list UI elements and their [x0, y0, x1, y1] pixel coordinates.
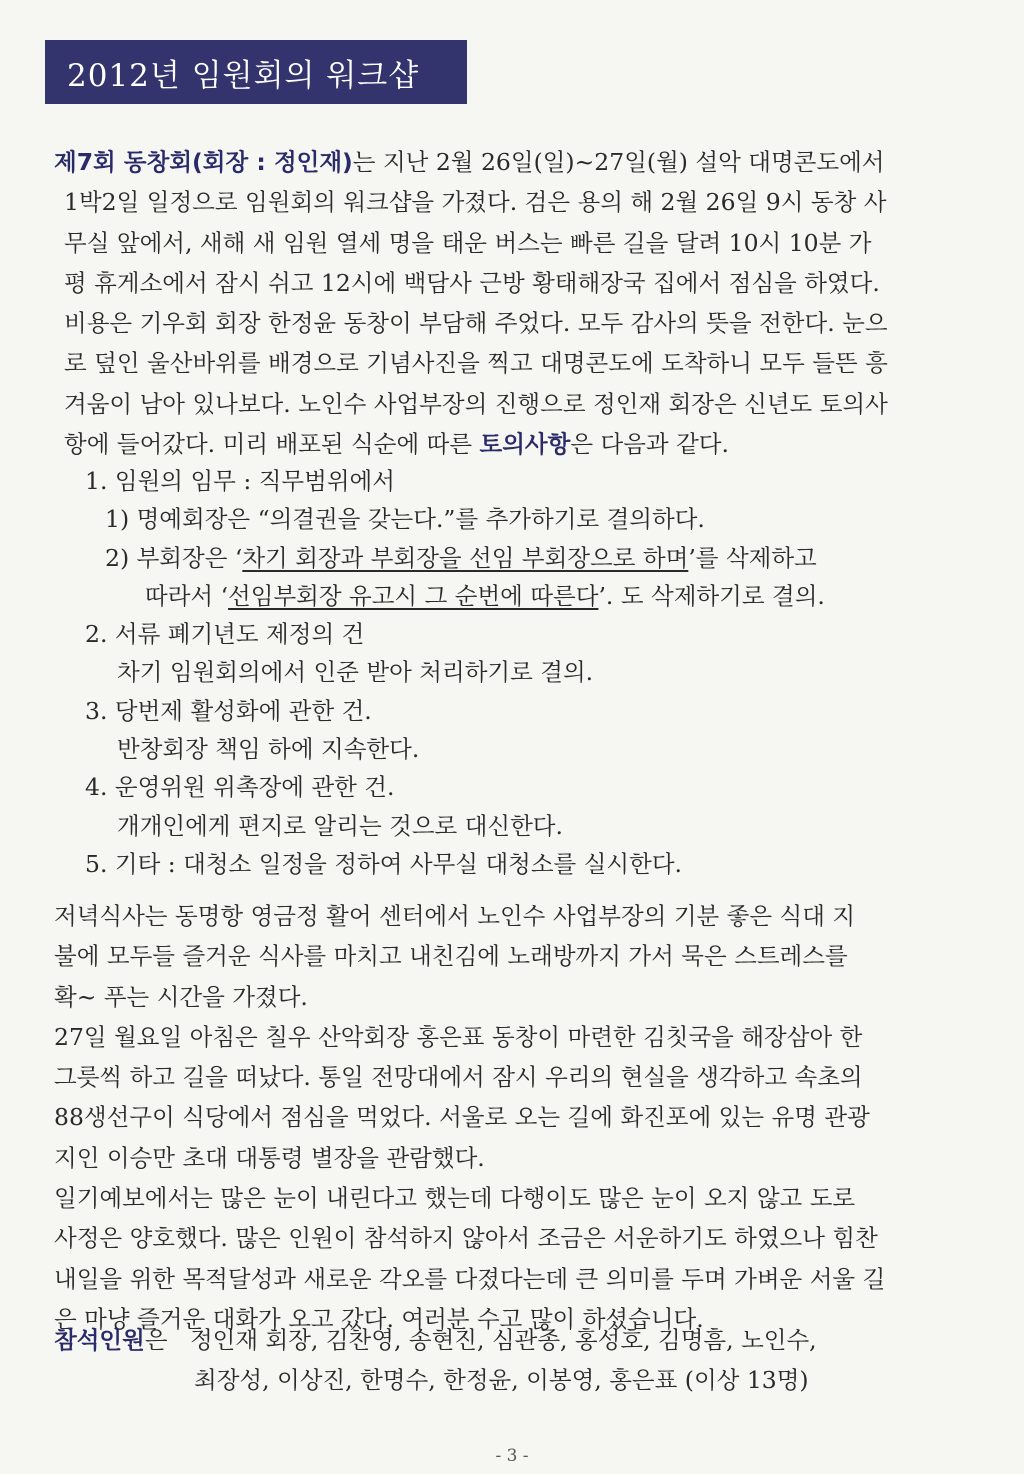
intro-last-pre: 항에 들어갔다. 미리 배포된 식순에 따른 — [64, 430, 480, 459]
agenda-list — [85, 462, 965, 883]
agenda-item-1-sub-3 — [85, 577, 965, 615]
intro-line: 1박2일 일정으로 임원회의 워크샵을 가졌다. 검은 용의 해 2월 26일 9시 동창 사 — [64, 188, 887, 217]
intro-paragraph — [54, 142, 979, 464]
agenda-heading: 토의사항 — [479, 430, 571, 459]
agenda-item-1-sub-2 — [85, 539, 965, 577]
attendees-section — [54, 1320, 979, 1400]
attendees-names-2: 최장성, 이상진, 한명수, 한정윤, 이봉영, 홍은표 (이상 13명) — [194, 1366, 809, 1394]
intro-line: 로 덮인 울산바위를 배경으로 기념사진을 찍고 대명콘도에 도착하니 모두 들뜬 흥 — [64, 349, 888, 378]
body-line: 일기예보에서는 많은 눈이 내린다고 했는데 다행이도 많은 눈이 오지 않고 도로 — [54, 1184, 856, 1213]
intro-lead: 제7회 동창회(회장 : 정인재) — [54, 148, 353, 176]
sub2-underlined: 차기 회장과 부회장을 선임 부회장으로 하며 — [242, 543, 689, 572]
attendees-label: 참석인원 — [54, 1326, 145, 1354]
intro-text1: 는 지난 2월 26일(일)~27일(월) 설악 대명콘도에서 — [352, 148, 885, 176]
body-line: 저녁식사는 동명항 영금정 활어 센터에서 노인수 사업부장의 기분 좋은 식대 지 — [54, 902, 856, 930]
page-number: - 3 - — [495, 1446, 529, 1466]
body-line: 사정은 양호했다. 많은 인원이 참석하지 않아서 조금은 서운하기도 하였으나 힘찬 — [54, 1224, 878, 1253]
intro-last-post: 은 다음과 같다. — [570, 430, 729, 459]
attendees-names-1: 정인재 회장, 김찬영, 송현진, 심관종, 홍성호, 김명흠, 노인수, — [189, 1326, 817, 1354]
intro-line: 무실 앞에서, 새해 새 임원 열세 명을 태운 버스는 빠른 길을 달려 10시 10분 가 — [64, 228, 872, 257]
sub2-post: ’를 삭제하고 — [688, 543, 817, 572]
sub3-underlined: 선임부회장 유고시 그 순번에 따른다 — [228, 581, 599, 610]
body-line: 은 마냥 즐거운 대화가 오고 갔다. 여러분 수고 많이 하셨습니다. — [54, 1304, 704, 1333]
intro-line-last — [54, 424, 979, 464]
body-paragraphs — [54, 896, 979, 1339]
intro-line: 비용은 기우회 회장 한정윤 동창이 부담해 주었다. 모두 감사의 뜻을 전한다. 눈으 — [64, 309, 888, 338]
page-title-text: 2012년 임원회의 워크샵 — [67, 57, 420, 94]
agenda-item-1: 1. 임원의 임무 : 직무범위에서 — [85, 467, 395, 495]
body-line: 불에 모두들 즐거운 식사를 마치고 내친김에 노래방까지 가서 묵은 스트레스를 — [54, 942, 848, 971]
agenda-item-5: 5. 기타 : 대청소 일정을 정하여 사무실 대청소를 실시한다. — [85, 849, 682, 878]
intro-line-1 — [54, 142, 979, 182]
intro-line: 평 휴게소에서 잠시 쉬고 12시에 백담사 근방 황태해장국 집에서 점심을 하였다. — [64, 268, 880, 297]
body-line: 그릇씩 하고 길을 떠났다. 통일 전망대에서 잠시 우리의 현실을 생각하고 속초의 — [54, 1063, 863, 1092]
body-line: 지인 이승만 초대 대통령 별장을 관람했다. — [54, 1143, 485, 1172]
sub3-pre: 따라서 ‘ — [145, 581, 229, 610]
agenda-item-2: 2. 서류 폐기년도 제정의 건 — [85, 620, 365, 649]
body-line: 88생선구이 식당에서 점심을 먹었다. 서울로 오는 길에 화진포에 있는 유명 관광 — [54, 1103, 870, 1132]
body-line: 확~ 푸는 시간을 가졌다. — [54, 982, 308, 1011]
agenda-item-3-sub: 반창회장 책임 하에 지속한다. — [117, 735, 420, 764]
attendees-line-1 — [54, 1320, 979, 1360]
attendees-label-suffix: 은 — [144, 1326, 168, 1354]
agenda-item-2-sub: 차기 임원회의에서 인준 받아 처리하기로 결의. — [117, 658, 594, 687]
agenda-item-4: 4. 운영위원 위촉장에 관한 건. — [85, 773, 395, 802]
body-line: 내일을 위한 목적달성과 새로운 각오를 다졌다는데 큰 의미를 두며 가벼운 서울 길 — [54, 1264, 886, 1293]
sub3-post: ’. 도 삭제하기로 결의. — [598, 581, 825, 610]
intro-line: 겨움이 남아 있나보다. 노인수 사업부장의 진행으로 정인재 회장은 신년도 토의사 — [64, 389, 888, 418]
page-title — [45, 40, 467, 104]
sub2-pre: 2) 부회장은 ‘ — [105, 543, 243, 572]
agenda-item-4-sub: 개개인에게 편지로 알리는 것으로 대신한다. — [117, 811, 563, 840]
body-line: 27일 월요일 아침은 칠우 산악회장 홍은표 동창이 마련한 김칫국을 해장삼아 한 — [54, 1022, 863, 1051]
agenda-item-3: 3. 당번제 활성화에 관한 건. — [85, 696, 372, 725]
agenda-item-1-sub-1: 1) 명예회장은 “의결권을 갖는다.”를 추가하기로 결의하다. — [105, 505, 705, 534]
